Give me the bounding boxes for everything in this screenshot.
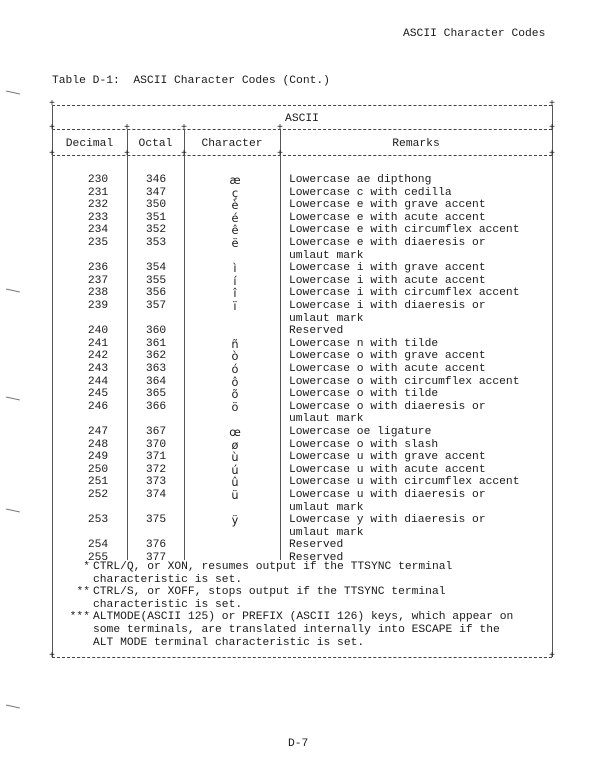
table-row: [0, 514, 604, 539]
remarks-cell: Lowercase e with grave accent: [289, 199, 486, 212]
remarks-cell: umlaut mark: [289, 312, 364, 325]
table-row: [0, 199, 604, 212]
table-top-rule: [52, 105, 552, 106]
footnote-text: CTRL/Q, or XON, resumes output if the TTSYNC terminal: [93, 561, 453, 573]
octal-cell: 370: [145, 438, 167, 451]
remarks-cell: Lowercase n with tilde: [289, 337, 439, 350]
octal-cell: 347: [145, 186, 167, 199]
table-row: [0, 400, 604, 426]
column-header-remarks: Remarks: [392, 138, 440, 150]
character-cell: ü: [231, 489, 239, 502]
character-cell: ö: [231, 400, 239, 414]
remarks-cell: Lowercase i with circumflex accent: [289, 287, 520, 300]
remarks-cell: Reserved: [289, 552, 344, 564]
remarks-cell: Lowercase u with circumflex accent: [289, 476, 520, 489]
character-cell: î: [233, 287, 237, 301]
character-cell: æ: [229, 174, 241, 187]
footnote-text: CTRL/S, or XOFF, stops output if the TTSYNC terminal: [93, 586, 446, 599]
character-cell: ò: [231, 350, 239, 364]
decimal-cell: 239: [87, 300, 109, 312]
character-cell: ç: [231, 186, 239, 200]
corner-plus: +: [549, 651, 556, 662]
remarks-cell: Lowercase o with diaeresis or: [289, 400, 486, 413]
octal-cell: 355: [145, 274, 167, 287]
corner-plus: +: [181, 123, 188, 134]
remarks-cell: Lowercase ae dipthong: [289, 174, 432, 186]
remarks-cell: Lowercase i with acute accent: [289, 274, 486, 287]
table-bottom-rule: [52, 657, 552, 658]
column-header-character: Character: [201, 138, 263, 150]
octal-cell: 372: [145, 463, 167, 476]
table-row: [0, 287, 604, 300]
character-cell: ø: [231, 438, 239, 452]
footnote-text: characteristic is set.: [93, 598, 243, 611]
octal-cell: 373: [145, 476, 167, 489]
octal-cell: 356: [145, 287, 167, 300]
octal-cell: 354: [145, 262, 167, 275]
octal-cell: 366: [145, 400, 167, 413]
decimal-cell: 249: [87, 451, 109, 464]
decimal-cell: 248: [87, 438, 109, 451]
table-row: [0, 489, 604, 514]
table-row: [0, 464, 604, 477]
decimal-cell: 232: [87, 199, 109, 212]
octal-cell: 371: [145, 451, 167, 464]
remarks-cell: Lowercase oe ligature: [289, 426, 432, 438]
footnote-text: ALTMODE(ASCII 125) or PREFIX (ASCII 126) keys, which appear on: [93, 611, 514, 624]
remarks-cell: Lowercase u with diaeresis or: [289, 489, 486, 501]
table-row: [0, 476, 604, 489]
footnote-marker: *: [83, 561, 90, 573]
margin-mark: [6, 705, 20, 709]
table-row: [0, 174, 604, 187]
decimal-cell: 235: [87, 237, 109, 249]
character-cell: û: [231, 476, 239, 490]
table-row: [0, 262, 604, 275]
octal-cell: 346: [145, 174, 167, 186]
remarks-cell: Lowercase y with diaeresis or: [289, 514, 486, 527]
footnote-text: characteristic is set.: [93, 573, 243, 586]
octal-cell: 362: [145, 350, 167, 363]
character-cell: œ: [229, 426, 241, 439]
character-cell: è: [231, 199, 239, 213]
table-row: [0, 363, 604, 376]
remarks-cell: Lowercase o with grave accent: [289, 350, 486, 363]
octal-cell: 357: [145, 300, 167, 312]
corner-plus: +: [124, 149, 131, 160]
remarks-cell: Lowercase u with acute accent: [289, 463, 486, 476]
remarks-cell: Lowercase e with circumflex accent: [289, 224, 520, 237]
footnote-marker: ***: [69, 611, 90, 624]
octal-cell: 365: [145, 388, 167, 401]
decimal-cell: 231: [87, 186, 109, 199]
remarks-cell: Lowercase o with acute accent: [289, 363, 486, 375]
table-row: [0, 350, 604, 363]
character-cell: ï: [233, 300, 237, 313]
running-head: ASCII Character Codes: [403, 28, 546, 40]
decimal-cell: 243: [87, 363, 109, 375]
character-cell: ê: [231, 224, 239, 238]
table-row: [0, 300, 604, 325]
corner-plus: +: [181, 149, 188, 160]
remarks-cell: umlaut mark: [289, 526, 364, 539]
page-number: D-7: [288, 738, 309, 750]
octal-cell: 374: [145, 489, 167, 501]
octal-cell: 360: [145, 325, 167, 338]
remarks-cell: Lowercase o with circumflex accent: [289, 375, 520, 388]
decimal-cell: 253: [87, 514, 109, 527]
octal-cell: 377: [145, 552, 167, 564]
remarks-cell: Lowercase i with diaeresis or: [289, 300, 486, 312]
table-row: [0, 237, 604, 262]
character-cell: ú: [231, 463, 239, 477]
corner-plus: +: [49, 99, 56, 110]
table-row: [0, 325, 604, 338]
table-row: [0, 275, 604, 288]
remarks-cell: Lowercase i with grave accent: [289, 262, 486, 275]
octal-cell: 364: [145, 375, 167, 388]
table-row: [0, 224, 604, 237]
corner-plus: +: [277, 149, 284, 160]
decimal-cell: 252: [87, 489, 109, 501]
octal-cell: 363: [145, 363, 167, 375]
remarks-cell: Lowercase c with cedilla: [289, 186, 452, 199]
remarks-cell: umlaut mark: [289, 249, 364, 262]
remarks-cell: Reserved: [289, 325, 344, 338]
table-row: [0, 376, 604, 389]
table-row: [0, 212, 604, 225]
decimal-cell: 246: [87, 400, 109, 413]
corner-plus: +: [49, 123, 56, 134]
table-row: [0, 451, 604, 464]
decimal-cell: 236: [87, 262, 109, 275]
corner-plus: +: [49, 651, 56, 662]
remarks-cell: Reserved: [289, 539, 344, 552]
decimal-cell: 234: [87, 224, 109, 237]
table-row: [0, 338, 604, 351]
margin-mark: [6, 91, 20, 95]
table-row: [0, 187, 604, 200]
corner-plus: +: [549, 99, 556, 110]
group-header: ASCII: [285, 113, 319, 125]
character-cell: ó: [231, 363, 239, 376]
margin-mark: [6, 509, 20, 513]
decimal-cell: 238: [87, 287, 109, 300]
character-cell: ô: [231, 375, 239, 389]
decimal-cell: 237: [87, 274, 109, 287]
character-cell: ù: [231, 451, 239, 465]
remarks-cell: umlaut mark: [289, 501, 364, 514]
octal-cell: 367: [145, 426, 167, 438]
decimal-cell: 247: [87, 426, 109, 438]
decimal-cell: 240: [87, 325, 109, 338]
corner-plus: +: [277, 123, 284, 134]
octal-cell: 361: [145, 337, 167, 350]
decimal-cell: 245: [87, 388, 109, 401]
corner-plus: +: [549, 123, 556, 134]
decimal-cell: 241: [87, 337, 109, 350]
decimal-cell: 250: [87, 463, 109, 476]
table-row: [0, 426, 604, 439]
octal-cell: 352: [145, 224, 167, 237]
character-cell: í: [233, 274, 237, 288]
footnote-marker: **: [76, 586, 90, 599]
decimal-cell: 254: [87, 539, 109, 552]
footnote-text: ALT MODE terminal characteristic is set.: [93, 636, 365, 649]
octal-cell: 353: [145, 237, 167, 249]
octal-cell: 376: [145, 539, 167, 552]
decimal-cell: 255: [87, 552, 109, 564]
remarks-cell: Lowercase o with tilde: [289, 388, 439, 401]
table-title: Table D-1: ASCII Character Codes (Cont.): [52, 75, 330, 87]
octal-cell: 375: [145, 514, 167, 527]
remarks-cell: Lowercase e with acute accent: [289, 211, 486, 224]
character-cell: ì: [233, 262, 237, 276]
column-header-decimal: Decimal: [65, 138, 114, 150]
remarks-cell: Lowercase e with diaeresis or: [289, 237, 486, 249]
remarks-cell: Lowercase o with slash: [289, 438, 439, 451]
decimal-cell: 230: [87, 174, 109, 186]
octal-cell: 351: [145, 211, 167, 224]
decimal-cell: 242: [87, 350, 109, 363]
decimal-cell: 244: [87, 375, 109, 388]
remarks-cell: umlaut mark: [289, 413, 364, 426]
column-header-octal: Octal: [138, 138, 173, 150]
character-cell: õ: [231, 388, 239, 402]
character-cell: ë: [231, 237, 239, 250]
character-cell: ñ: [231, 337, 239, 351]
character-cell: ÿ: [231, 514, 239, 528]
octal-cell: 350: [145, 199, 167, 212]
table-row: [0, 539, 604, 552]
decimal-cell: 251: [87, 476, 109, 489]
table-row: [0, 388, 604, 401]
footnote-text: some terminals, are translated internally into ESCAPE if the: [93, 624, 500, 636]
corner-plus: +: [549, 149, 556, 160]
character-cell: é: [231, 211, 239, 225]
table-row: [0, 439, 604, 452]
corner-plus: +: [124, 123, 131, 134]
decimal-cell: 233: [87, 211, 109, 224]
remarks-cell: Lowercase u with grave accent: [289, 451, 486, 464]
corner-plus: +: [49, 149, 56, 160]
